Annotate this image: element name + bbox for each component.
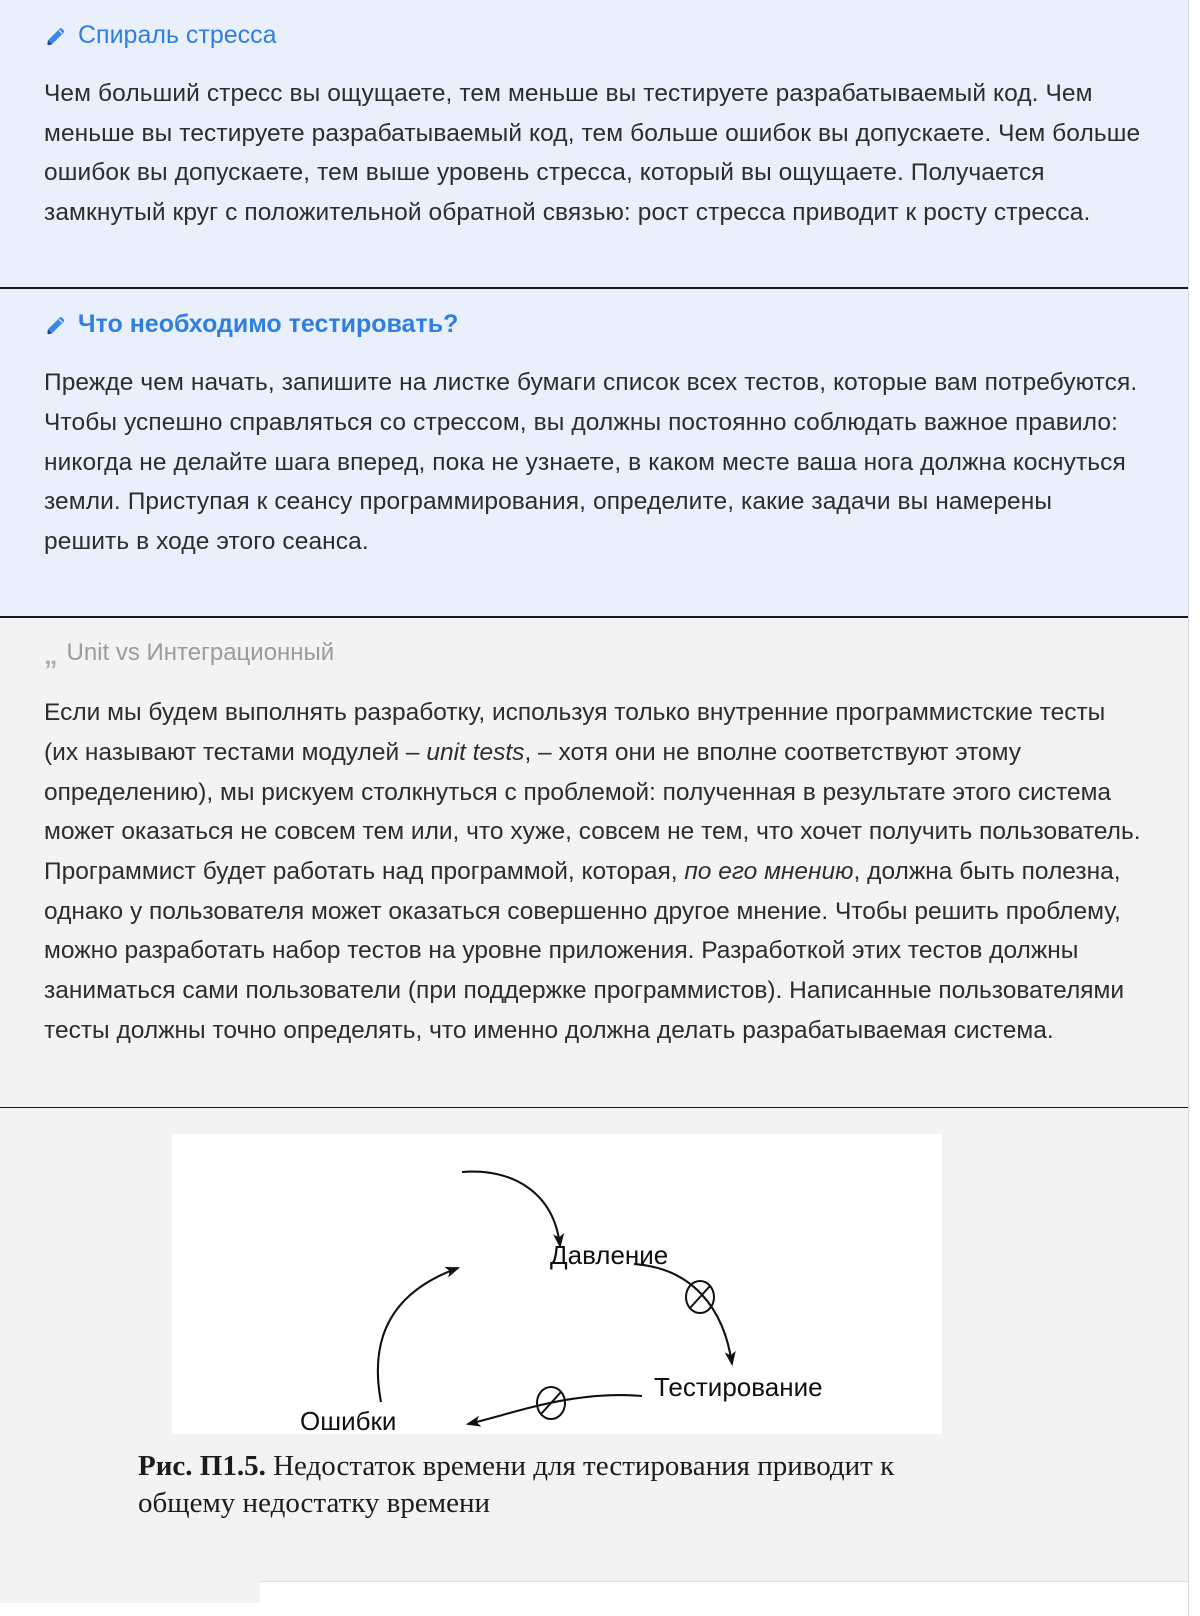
page-edge-strip xyxy=(1188,0,1200,1616)
note-body-what-to-test: Прежде чем начать, запишите на листке бумаги список всех тестов, которые вам потребуются. Чтобы успешно справляться со стрессом, вы должны постоянно соблюдать важное правило: никогда не делайте шага вперед, пока не узнаете, в каком месте ваша нога должна коснуться земли. Приступая к сеансу программирования, определите, какие задачи вы намерены решить в ходе этого сеанса. xyxy=(44,369,1138,555)
figure-caption-text: Недостаток времени для тестирования приводит к общему недостатку времени xyxy=(138,1449,895,1519)
pencil-icon xyxy=(44,24,68,48)
note-heading-what-to-test xyxy=(44,311,1144,339)
quote-text-part-3: , должна быть полезна, однако у пользователя может оказаться совершенно другое мнение. Чтобы решить проблему, можно разработать набор тестов на уровне приложения. Разработкой этих тестов должны заниматься сами пользователи (при поддержке программистов). Написанные пользователями тесты должны точно определять, что именно должна делать разрабатываемая система. xyxy=(44,857,1125,1044)
quote-text-part-2: , – хотя они не вполне соответствуют этому определению), мы рискуем столкнуться с проблемой: полученная в результате этого система может оказаться не совсем тем или, что хуже, совсем не тем, что хочет получить пользователь. Программист будет работать над программой, которая, xyxy=(44,738,1141,885)
quote-text-part-1: Если мы будем выполнять разработку, используя только внутренние программистские тесты (их называют тестами модулей – xyxy=(44,699,1106,766)
figure-caption-number: Рис. П1.5. xyxy=(138,1449,266,1482)
note-body-stress-spiral: Чем больший стресс вы ощущаете, тем меньше вы тестируете разрабатываемый код. Чем меньше вы тестируете разрабатываемый код, тем больше ошибок вы допускаете. Чем больше ошибок вы допускаете, тем выше уровень стресса, который вы ощущаете. Получается замкнутый круг с положительной обратной связью: рост стресса приводит к росту стресса. xyxy=(44,80,1141,227)
quote-text-italic-1: unit tests xyxy=(426,738,525,766)
quote-heading-unit-vs-integration xyxy=(44,639,1144,671)
diagram-node-label-pressure: Давление xyxy=(550,1239,669,1270)
figure-spacer xyxy=(130,1551,1130,1581)
note-heading-label: Спираль стресса xyxy=(78,21,277,49)
figure-block-causal-loop xyxy=(0,1108,1188,1603)
figure-caption xyxy=(138,1448,958,1522)
quote-text-italic-2: по его мнению xyxy=(684,857,854,885)
note-heading-label: Что необходимо тестировать? xyxy=(78,310,459,339)
quote-icon: „ xyxy=(44,640,58,671)
diagram-node-label-testing: Тестирование xyxy=(654,1371,823,1402)
pencil-icon xyxy=(44,313,68,337)
causal-loop-diagram xyxy=(172,1134,942,1434)
note-heading-stress-spiral xyxy=(44,22,1144,50)
quote-heading-label: Unit vs Интеграционный xyxy=(66,639,335,667)
diagram-node-label-errors: Ошибки xyxy=(300,1405,397,1434)
delay-marker xyxy=(686,1281,714,1313)
figure-bottom-strip xyxy=(260,1581,1200,1603)
note-block-what-to-test xyxy=(0,288,1188,617)
note-block-stress-spiral xyxy=(0,0,1188,288)
figure-inner xyxy=(130,1134,1130,1603)
quote-block-unit-vs-integration xyxy=(0,617,1188,1108)
quote-body-unit-vs-integration xyxy=(44,693,1144,1050)
delay-marker xyxy=(537,1387,565,1419)
